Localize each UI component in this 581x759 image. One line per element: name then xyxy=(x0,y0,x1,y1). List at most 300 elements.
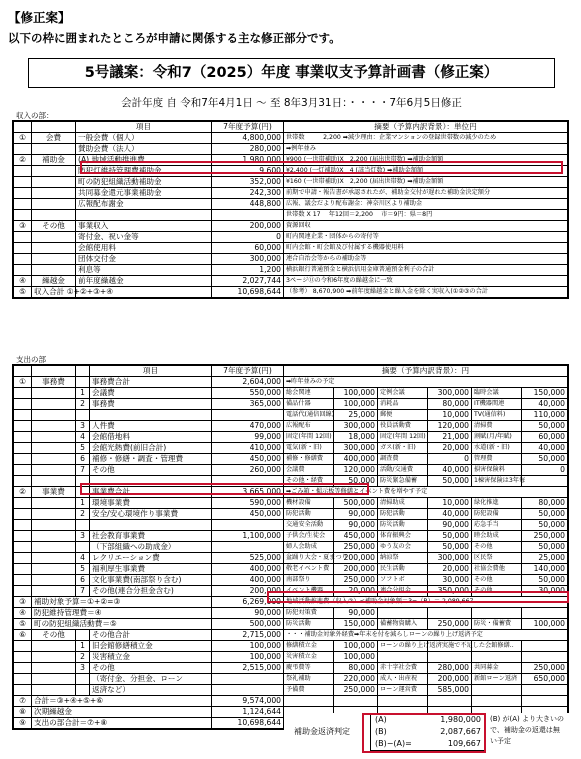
expense-detail-value: 90,000 xyxy=(334,608,378,619)
income-label: 収入の部： xyxy=(16,111,54,120)
page-note: 以下の枠に囲まれたところが申請に関係する主な修正部分です。 xyxy=(8,31,341,45)
expense-row-category: その他 xyxy=(32,630,76,641)
expense-detail-label: 盆踊り大会・夏まつり xyxy=(284,553,334,564)
income-row-note: ¥900 (一世帯補助)X 2,200 (届出世帯数) ➡補助金額額 xyxy=(284,155,568,166)
income-row-category xyxy=(32,265,76,276)
income-row-amount: 1,200 xyxy=(212,265,284,276)
income-row-no xyxy=(14,210,32,221)
expense-detail-value: 20,000 xyxy=(334,586,378,597)
expense-detail-label xyxy=(472,652,522,663)
income-row-item: 共同募金還元事業補助金 xyxy=(76,188,212,199)
expense-row-item: 事業費合計 xyxy=(90,487,212,498)
income-row xyxy=(14,276,568,287)
expense-row-no xyxy=(14,498,32,509)
expense-row-sub xyxy=(76,487,90,498)
expense-detail-label xyxy=(378,696,428,707)
expense-detail-label: ゆう友の会 xyxy=(378,542,428,553)
expense-head-budget: 7年度予算(円) xyxy=(212,366,284,377)
expense-detail-value: 120,000 xyxy=(334,465,378,476)
expense-row-category xyxy=(32,652,76,663)
expense-row-sub: 3 xyxy=(76,421,90,432)
expense-row-no xyxy=(14,674,32,685)
expense-detail-value: 300,000 xyxy=(428,388,472,399)
expense-row-item: 会館借地料 xyxy=(90,432,212,443)
income-row-amount: 200,000 xyxy=(212,221,284,232)
expense-detail-value: 90,000 xyxy=(334,520,378,531)
expense-detail-label: 清掃助成 xyxy=(378,498,428,509)
expense-row-amount: 200,000 xyxy=(212,586,284,597)
income-row xyxy=(14,144,568,155)
expense-row xyxy=(14,432,568,443)
income-row-category xyxy=(32,232,76,243)
income-row-category: その他 xyxy=(32,221,76,232)
expense-header-row xyxy=(14,366,568,377)
expense-detail-label: 活動/交通費 xyxy=(378,465,428,476)
expense-row xyxy=(14,509,568,520)
judgement-values xyxy=(370,713,486,751)
income-row xyxy=(14,254,568,265)
expense-row-amount: 500,000 xyxy=(212,619,284,630)
expense-detail-label: 緑化推進 xyxy=(472,498,522,509)
expense-row-no: ② xyxy=(14,487,32,498)
income-row xyxy=(14,188,568,199)
expense-row-item: 環境事業費 xyxy=(90,498,212,509)
expense-row-sub: 5 xyxy=(76,564,90,575)
income-row-category xyxy=(32,177,76,188)
expense-detail-label: 役員活動費 xyxy=(378,421,428,432)
expense-row xyxy=(14,476,568,487)
expense-row-no xyxy=(14,410,32,421)
document-title: 5号議案：令和7（2025）年度 事業収支予算計画書（修正案） xyxy=(28,58,555,88)
expense-detail-value: 100,000 xyxy=(334,641,378,652)
expense-detail-value: 50,000 xyxy=(334,476,378,487)
expense-row-no xyxy=(14,421,32,432)
expense-row-sub xyxy=(76,685,90,696)
expense-detail-label: 交通安全活動 xyxy=(284,520,334,531)
expense-detail-value: 40,000 xyxy=(522,399,568,410)
expense-detail-value: 60,000 xyxy=(522,432,568,443)
fiscal-period: 会計年度 自 令和7年4月1日 ～ 至 8年3月31日：・・・・7年6月5日修正 xyxy=(121,97,462,109)
expense-detail-label: 修繕積立金 xyxy=(284,641,334,652)
expense-row-category: 防犯維持管理費＝④ xyxy=(32,608,212,619)
judgement-diff-label: (B)−(A)= xyxy=(375,739,412,748)
expense-row-sub: 7 xyxy=(76,586,90,597)
judgement-a-label: (A) xyxy=(375,715,387,724)
expense-row-amount: 1,100,000 xyxy=(212,531,284,542)
expense-detail-value: 30,000 xyxy=(428,575,472,586)
income-row-item: 広報配布謝金 xyxy=(76,199,212,210)
expense-detail-value: 300,000 xyxy=(334,421,378,432)
expense-row-note: 地域活動推進費（収入②）<補助金対象額＝3=（B）＝ 2,089,667 xyxy=(284,597,568,608)
expense-detail-label: 納涼祭 xyxy=(378,553,428,564)
expense-row-no xyxy=(14,564,32,575)
income-row-amount: 448,800 xyxy=(212,199,284,210)
expense-detail-value: 300,000 xyxy=(334,443,378,454)
expense-row-sub: 2 xyxy=(76,399,90,410)
expense-row-no xyxy=(14,443,32,454)
expense-row-sub xyxy=(76,520,90,531)
expense-row-item: 文化事業費(南部祭り含む) xyxy=(90,575,212,586)
income-row xyxy=(14,265,568,276)
expense-detail-label: 新館ローン返済 xyxy=(472,674,522,685)
income-row-category: 繰越金 xyxy=(32,276,76,287)
expense-detail-label: 区民祭 xyxy=(472,553,522,564)
expense-row-category xyxy=(32,388,76,399)
expense-detail-value: 90,000 xyxy=(334,509,378,520)
expense-detail-label xyxy=(472,696,522,707)
expense-label: 支出の部 xyxy=(16,355,46,364)
expense-detail-label: 会議費 xyxy=(284,465,334,476)
expense-row xyxy=(14,674,568,685)
expense-row-sub: 2 xyxy=(76,652,90,663)
expense-row-no xyxy=(14,663,32,674)
expense-row-sub: 7 xyxy=(76,465,90,476)
expense-row-amount: 6,269,000 xyxy=(212,597,284,608)
expense-detail-label: 管理費 xyxy=(472,454,522,465)
expense-detail-value: 20,000 xyxy=(428,443,472,454)
expense-row-category: 町の防犯組織活動費＝⑤ xyxy=(32,619,212,630)
expense-row-category: 補助対象予算＝①+②=③ xyxy=(32,597,212,608)
expense-row-category xyxy=(32,465,76,476)
expense-row-item: 安全/安心環境作り事業費 xyxy=(90,509,212,520)
income-row-note: 資源回収 xyxy=(284,221,568,232)
expense-row-item: 事務費 xyxy=(90,399,212,410)
income-row-category xyxy=(32,188,76,199)
expense-detail-label: TV(通信料) xyxy=(472,410,522,421)
expense-detail-value: 450,000 xyxy=(334,531,378,542)
expense-detail-label: 備品什器 xyxy=(284,399,334,410)
expense-detail-value: 25,000 xyxy=(522,553,568,564)
expense-detail-value: 350,000 xyxy=(428,586,472,597)
expense-row-amount: 450,000 xyxy=(212,454,284,465)
income-row-item: 賛助会費（法人） xyxy=(76,144,212,155)
expense-detail-value: 50,000 xyxy=(522,542,568,553)
expense-row-no xyxy=(14,531,32,542)
expense-row xyxy=(14,399,568,410)
expense-detail-value: 50,000 xyxy=(522,575,568,586)
expense-row xyxy=(14,542,568,553)
income-row-item: 防犯灯維持管理費補助金 xyxy=(76,166,212,177)
expense-row-no: ⑦ xyxy=(14,696,32,707)
income-row-note: （参考） 8,670,900 ➡前年度繰越金と繰入金を除く実収入(①②③の合計 xyxy=(284,287,568,298)
expense-detail-label: 割賦(月/年賦) xyxy=(472,432,522,443)
expense-row-amount: 525,000 xyxy=(212,553,284,564)
expense-head-item: 項目 xyxy=(90,366,212,377)
expense-row-sub xyxy=(76,630,90,641)
expense-detail-value: 150,000 xyxy=(522,388,568,399)
expense-row-item xyxy=(90,520,212,531)
expense-detail-label: 電話代(通信回線) xyxy=(284,410,334,421)
income-row-amount: 280,000 xyxy=(212,144,284,155)
expense-row xyxy=(14,641,568,652)
expense-row-sub: 1 xyxy=(76,498,90,509)
page-heading: 【修正案】 xyxy=(8,10,71,25)
expense-detail-label xyxy=(472,608,522,619)
income-row-no: ② xyxy=(14,155,32,166)
expense-detail-value: 21,000 xyxy=(428,432,472,443)
income-row-no xyxy=(14,166,32,177)
expense-row-amount: 2,515,000 xyxy=(212,663,284,674)
income-row xyxy=(14,199,568,210)
expense-detail-label: 定例会議 xyxy=(378,388,428,399)
expense-row-category xyxy=(32,674,76,685)
expense-row-category: 次期繰越金 xyxy=(32,707,212,718)
expense-detail-value: 250,000 xyxy=(334,542,378,553)
expense-detail-value: 50,000 xyxy=(522,509,568,520)
expense-detail-value xyxy=(522,696,568,707)
judgement-remark: (B) が(A) より大きいので、補助金の返還は無い予定 xyxy=(490,715,564,745)
expense-detail-label: 消耗品 xyxy=(378,399,428,410)
expense-row-item: 福利厚生事業費 xyxy=(90,564,212,575)
expense-row-sub: 4 xyxy=(76,432,90,443)
expense-row-no xyxy=(14,399,32,410)
expense-row xyxy=(14,586,568,597)
expense-row-amount xyxy=(212,685,284,696)
expense-row-no xyxy=(14,586,32,597)
judgement-panel xyxy=(284,713,569,751)
expense-detail-label: 水道(新・旧) xyxy=(472,443,522,454)
expense-row-category xyxy=(32,443,76,454)
expense-row-category: 支出の部合計＝⑦+⑧ xyxy=(32,718,212,729)
expense-row-sub xyxy=(76,542,90,553)
expense-row xyxy=(14,465,568,476)
income-row-amount: 352,000 xyxy=(212,177,284,188)
expense-detail-value: 50,000 xyxy=(522,421,568,432)
expense-detail-value: 250,000 xyxy=(522,663,568,674)
expense-row xyxy=(14,696,568,707)
expense-row-sub: 5 xyxy=(76,443,90,454)
expense-detail-label xyxy=(378,608,428,619)
expense-detail-label: IT機器関連 xyxy=(472,399,522,410)
income-row xyxy=(14,155,568,166)
expense-row-category xyxy=(32,520,76,531)
judgement-a-value: 1,980,000 xyxy=(440,715,481,724)
expense-detail-label: ローン運営費 xyxy=(378,685,428,696)
expense-row-category xyxy=(32,509,76,520)
expense-detail-label xyxy=(284,696,334,707)
expense-detail-value xyxy=(522,608,568,619)
expense-detail-label: 防災緊急備蓄 xyxy=(378,476,428,487)
expense-detail-label: 子供会/生徒会 xyxy=(284,531,334,542)
expense-detail-value: 250,000 xyxy=(428,619,472,630)
expense-row-note: ➡ごみ箱・掲示板等修繕とイベント費を増やす予定 xyxy=(284,487,568,498)
expense-row-no xyxy=(14,509,32,520)
income-row xyxy=(14,243,568,254)
expense-detail-value: 80,000 xyxy=(428,399,472,410)
judgement-b-label: (B) xyxy=(375,727,387,736)
expense-row-no: ⑧ xyxy=(14,707,32,718)
income-row-no xyxy=(14,232,32,243)
expense-detail-label: 防犯設備 xyxy=(472,509,522,520)
expense-row-item: 旧会館修繕積立金 xyxy=(90,641,212,652)
expense-detail-value: 25,000 xyxy=(334,410,378,421)
expense-row xyxy=(14,520,568,531)
expense-detail-value: 0 xyxy=(428,454,472,465)
expense-row-sub: 6 xyxy=(76,454,90,465)
expense-detail-value: 200,000 xyxy=(428,674,472,685)
expense-row-item: 事務費合計 xyxy=(90,377,212,388)
income-row-amount: 300,000 xyxy=(212,254,284,265)
expense-row-item: その他 xyxy=(90,663,212,674)
income-row-note: 広報、議会だより配布謝金：神奈川区より補助金 xyxy=(284,199,568,210)
expense-row-amount: 90,000 xyxy=(212,608,284,619)
expense-row-amount xyxy=(212,542,284,553)
income-row-category xyxy=(32,243,76,254)
expense-row-category xyxy=(32,531,76,542)
expense-row-no xyxy=(14,432,32,443)
expense-row-no: ③ xyxy=(14,597,32,608)
expense-detail-label: 機材設備 xyxy=(284,498,334,509)
expense-detail-label: 民生活動 xyxy=(378,564,428,575)
expense-detail-value: 50,000 xyxy=(522,454,568,465)
expense-detail-label: 災害積立金 xyxy=(284,652,334,663)
expense-row-amount xyxy=(212,476,284,487)
expense-row-category xyxy=(32,410,76,421)
expense-detail-value xyxy=(428,608,472,619)
income-row-item: 前年度繰越金 xyxy=(76,276,212,287)
expense-head-note: 摘要（予算内訳背景）：円 xyxy=(284,366,568,377)
income-row-item: 事業収入 xyxy=(76,221,212,232)
income-row-amount: 10,698,644 xyxy=(212,287,284,298)
expense-row-item: 返済など） xyxy=(90,685,212,696)
expense-row-amount: 10,698,644 xyxy=(212,718,284,729)
expense-row-no xyxy=(14,553,32,564)
income-row-item: 会館使用料 xyxy=(76,243,212,254)
income-row-no xyxy=(14,265,32,276)
income-row xyxy=(14,133,568,144)
expense-detail-label: 防災活動 xyxy=(284,619,334,630)
expense-row-no: ① xyxy=(14,377,32,388)
expense-detail-value: 300,000 xyxy=(428,553,472,564)
expense-row-amount: 3,665,000 xyxy=(212,487,284,498)
income-row-no: ⑤ xyxy=(14,287,32,298)
expense-row-item: レクリエーション費 xyxy=(90,553,212,564)
expense-detail-value: 100,000 xyxy=(522,619,568,630)
expense-row-item: その他合計 xyxy=(90,630,212,641)
expense-detail-value: 400,000 xyxy=(334,454,378,465)
expense-row-amount: 2,715,000 xyxy=(212,630,284,641)
expense-row xyxy=(14,597,568,608)
income-row-note: 横浜銀行普通預金と横浜信用金庫普通預金利子の合計 xyxy=(284,265,568,276)
expense-detail-label: 防犯対策費 xyxy=(284,608,334,619)
income-row-no xyxy=(14,177,32,188)
income-row-item: 団体交付金 xyxy=(76,254,212,265)
expense-detail-label: 防犯活動 xyxy=(284,509,334,520)
income-row-category: 補助金 xyxy=(32,155,76,166)
expense-row-item: 会議費 xyxy=(90,388,212,399)
expense-detail-value: 585,000 xyxy=(428,685,472,696)
expense-row-item: 会館光熱費(前旧合計) xyxy=(90,443,212,454)
income-row xyxy=(14,177,568,188)
expense-row-category xyxy=(32,564,76,575)
expense-row xyxy=(14,410,568,421)
income-header-row xyxy=(14,122,568,133)
expense-detail-label: 赤十字社会費 xyxy=(378,663,428,674)
expense-detail-label: 応急手当 xyxy=(472,520,522,531)
income-row-category xyxy=(32,144,76,155)
expense-row-amount: 100,000 xyxy=(212,652,284,663)
expense-detail-label xyxy=(472,685,522,696)
expense-detail-value: 280,000 xyxy=(428,663,472,674)
expense-detail-label: 損害保険料 xyxy=(472,465,522,476)
expense-row xyxy=(14,663,568,674)
expense-detail-label: 備蓄物資購入 xyxy=(378,619,428,630)
income-row-note: 前期で申請・報告書が承認されたが、補助金交付が遅れた補助金決定額分 xyxy=(284,188,568,199)
expense-detail-value xyxy=(522,652,568,663)
judgement-b-value: 2,087,667 xyxy=(440,727,481,736)
income-row-item: 一般会費（個人） xyxy=(76,133,212,144)
expense-detail-label: 予備費 xyxy=(284,685,334,696)
income-row-no xyxy=(14,243,32,254)
expense-row-category xyxy=(32,498,76,509)
expense-row-amount: 365,000 xyxy=(212,399,284,410)
income-row-no: ④ xyxy=(14,276,32,287)
expense-detail-value xyxy=(428,696,472,707)
expense-row xyxy=(14,619,568,630)
expense-detail-label: ガス(新・旧) xyxy=(378,443,428,454)
expense-detail-value: 40,000 xyxy=(522,443,568,454)
expense-row xyxy=(14,454,568,465)
expense-detail-label: 清掃費 xyxy=(472,421,522,432)
expense-row xyxy=(14,630,568,641)
expense-detail-label: 連合分担金 xyxy=(378,586,428,597)
income-row-amount: 9,600 xyxy=(212,166,284,177)
expense-detail-label: その他 xyxy=(472,575,522,586)
expense-detail-value: 40,000 xyxy=(428,465,472,476)
expense-detail-label: 南部祭り xyxy=(284,575,334,586)
expense-row xyxy=(14,443,568,454)
income-row-category xyxy=(32,166,76,177)
expense-row-amount xyxy=(212,410,284,421)
expense-row-no xyxy=(14,685,32,696)
income-row-note: ¥160 (一世帯補助)X 2,200 (届出世帯数) ➡補助金額額 xyxy=(284,177,568,188)
expense-row-sub: 1 xyxy=(76,641,90,652)
expense-detail-label: 祭礼補助 xyxy=(284,674,334,685)
expense-row xyxy=(14,608,568,619)
income-row-note: 連合自治会等からの補助金等 xyxy=(284,254,568,265)
income-row-amount xyxy=(212,210,284,221)
expense-row-amount xyxy=(212,674,284,685)
expense-detail-label: 成人・出産祝 xyxy=(378,674,428,685)
income-row-no: ① xyxy=(14,133,32,144)
expense-row-category xyxy=(32,575,76,586)
expense-detail-value: 50,000 xyxy=(522,520,568,531)
expense-row-category xyxy=(32,641,76,652)
expense-row xyxy=(14,652,568,663)
expense-row-sub: 2 xyxy=(76,509,90,520)
expense-detail-value: 140,000 xyxy=(522,564,568,575)
expense-detail-label: 防犯活動 xyxy=(378,509,428,520)
expense-row-category: 事務費 xyxy=(32,377,76,388)
expense-detail-value: 200,000 xyxy=(334,553,378,564)
income-row-amount: 4,800,000 xyxy=(212,133,284,144)
judgement-diff-value: 109,667 xyxy=(447,739,481,748)
expense-row-no: ④ xyxy=(14,608,32,619)
expense-row-amount: 450,000 xyxy=(212,509,284,520)
expense-row xyxy=(14,564,568,575)
expense-row-no xyxy=(14,652,32,663)
expense-row xyxy=(14,531,568,542)
expense-detail-label: 1棟害保険は3年毎 xyxy=(472,476,522,487)
expense-row-sub: 6 xyxy=(76,575,90,586)
expense-row-no xyxy=(14,476,32,487)
expense-detail-value: 18,000 xyxy=(334,432,378,443)
expense-detail-value: 250,000 xyxy=(334,575,378,586)
expense-row xyxy=(14,377,568,388)
expense-detail-label: 敬老イベント費 xyxy=(284,564,334,575)
expense-detail-value: 80,000 xyxy=(334,663,378,674)
expense-detail-label: 固定(年間 12回) xyxy=(284,432,334,443)
